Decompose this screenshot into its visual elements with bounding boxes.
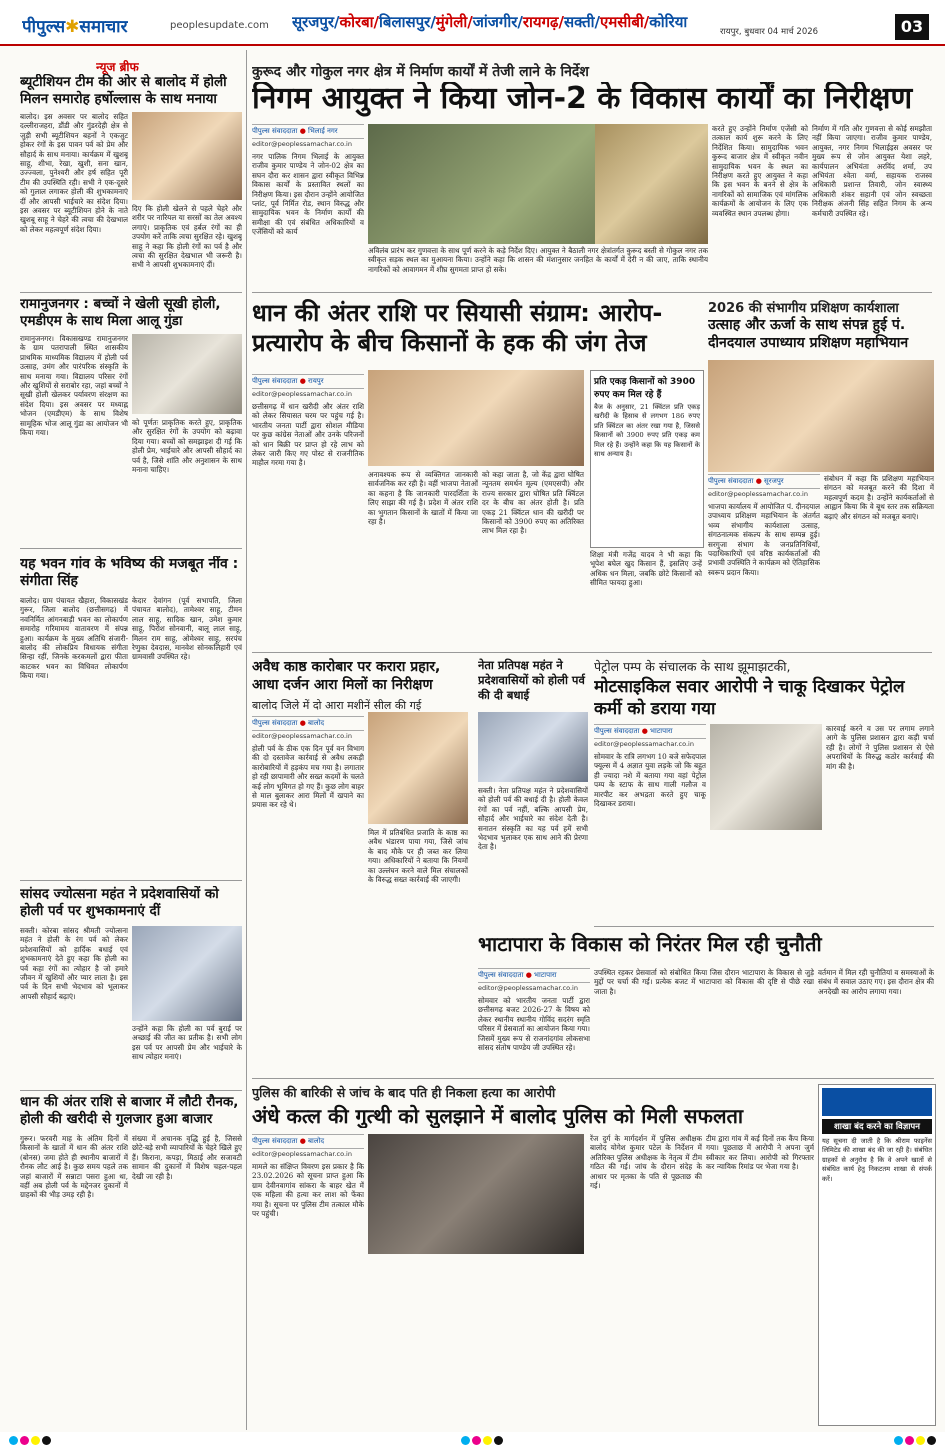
city-link[interactable]: एमसीबी/	[600, 13, 650, 31]
photo-school-children	[132, 334, 242, 414]
petrol-body-2: कारवाई करने व उस पर लगाम लगाने आगे के पुलिस प्रशासन द्वारा कड़ी चर्चा रही है। लोगों ने पुलिस प्रशासन से ऐसे अपराधियों के विरुद्ध कठोर कार्रवाई की मांग की है।	[826, 724, 934, 771]
photo-jyotsna-mahant	[132, 926, 242, 1021]
bhatapara-body-3: वर्तमान में मिल रही चुनौतियां व समस्याओं के संबंध में सवाल उठाए गए। इस दौरान क्षेत्र की अनदेखी का आरोप लगाया गया।	[818, 968, 934, 996]
lead-email[interactable]: editor@peoplessamachar.co.in	[252, 140, 352, 148]
site-url[interactable]: peoplesupdate.com	[170, 20, 269, 31]
neta-body: सक्ती। नेता प्रतिपक्ष महंत ने प्रदेशवासियों को होली पर्व की बधाई दी है। होली केवल रंगों का पर्व नहीं, बल्कि आपसी प्रेम, सौहार्द और भाईचारे का संदेश देती है। सनातन संस्कृति का यह पर्व हमें सभी भेदभाव भुलाकर एक साथ आने की प्रेरणा देता है।	[478, 786, 588, 852]
story-body-jyotsna: सक्ती। कोरबा सांसद श्रीमती ज्योत्सना महंत ने होली के रंग पर्व को लेकर प्रदेशवासियों को हार्दिक बधाई एवं शुभकामनाएं देते हुए कहा कि होली का पर्व कहा रंगों का त्योहार है जो हमारे जीवन में खुशियों और प्यार लाता है। इस पर्व के दिन सभी भेदभाव को भूलाकर आपसी सौहार्द बढ़ाएं।	[20, 926, 128, 1001]
petrol-byline: पीपुल्स संवाददाता ● भाटापारा	[594, 724, 706, 739]
shivir-headline[interactable]: उत्साह और ऊर्जा के साथ संपन्न हुई पं. दीनदयाल उपाध्याय प्रशिक्षण महाभियान	[708, 317, 909, 351]
print-registration-strip	[0, 1432, 945, 1445]
awaid-body-2: मिल में प्रतिबंधित प्रजाति के काष्ठ का अवैध भंडारण पाया गया, जिसे जांच के बाद मौके पर ही जब्त कर लिया गया। अधिकारियों ने बताया कि नियमों का उल्लंघन करने वाले मिल संचालकों के विरुद्ध सख्त कार्रवाई की जाएगी।	[368, 828, 468, 885]
lead-body-3: करते हुए उन्होंने निर्माण एजेंसी को तत्काल कार्य शुरू करने के लिए निर्देशित किया। सामुदायिक भवन कुरूद बाजार क्षेत्र में स्वीकृत नवीन सामुदायिक भवन के स्थल का निरीक्षण करते हुए आयुक्त ने कहा कि इस भवन के बनने से क्षेत्र के नागरिकों को सामाजिक एवं मांगलिक कार्यक्रमों के आयोजन के लिए एक व्यवस्थित स्थान उपलब्ध होगा।	[712, 124, 808, 218]
lead-byline: पीपुल्स संवाददाता ● भिलाई नगर	[252, 124, 364, 139]
divider	[594, 926, 934, 927]
shivir-body-2: संबोधन में कहा कि प्रशिक्षण महाभियान संगठन को मजबूत करने की दिशा में महत्वपूर्ण कदम है। उन्होंने कार्यकर्ताओं से आह्वान किया कि वे बूथ स्तर तक सक्रियता बढ़ाएं और संगठन को मजबूत बनाएं।	[824, 474, 934, 521]
story-title-market[interactable]: धान की अंतर राशि से बाजार में लौटी रौनक, होली की खरीदी से गुलजार हुआ बाजार	[20, 1094, 239, 1127]
neta-headline[interactable]: नेता प्रतिपक्ष महंत ने प्रदेशवासियों को होली पर्व की दी बधाई	[478, 658, 585, 702]
dateline: रायपुर, बुधवार 04 मार्च 2026	[720, 27, 819, 37]
petrol-kicker: पेट्रोल पम्प के संचालक के साथ झूमाझटकी,	[594, 659, 791, 674]
awaid-subhead: बालोद जिले में दो आरा मशीनें सील की गई	[252, 699, 422, 712]
city-link[interactable]: कोरिया	[649, 13, 688, 31]
dhan-headline[interactable]: धान की अंतर राशि पर सियासी संग्राम: आरोप-प्रत्यारोप के बीच किसानों के हक की जंग तेज	[252, 299, 663, 357]
city-link[interactable]: रायगढ़/	[522, 13, 564, 31]
murder-email[interactable]: editor@peoplessamachar.co.in	[252, 1150, 352, 1158]
story-body-market: गुरूर। फरवरी माह के अंतिम दिनों में किसानों के खातों में धान की अंतर राशि (बोनस) जमा होते ही स्थानीय बाजारों में रौनक लौट आई है। कुछ समय पहले तक जहां बाजारों में सन्नाटा पसरा हुआ था, वहीं अब होली पर्व के मद्देनजर दुकानों में ग्राहकों की भीड़ उमड़ रही है।	[20, 1134, 128, 1200]
shivir-body-1: भाजपा कार्यालय में आयोजित पं. दीनदयाल उपाध्याय प्रशिक्षण महाभियान के अंतर्गत भव्य संभागीय कार्यशाला उत्साह, संगठनात्मक संकल्प के साथ सम्पन्न हुई। सरगुजा संभाग के जनप्रतिनिधियों, पदाधिकारियों एवं वरिष्ठ कार्यकर्ताओं की प्रभावी उपस्थिति ने कार्यक्रम को ऐतिहासिक स्वरूप प्रदान किया।	[708, 502, 820, 577]
story-body-ramanujnagar: रामानुजनगर। विकासखण्ड रामानुजनगर के ग्राम पतरापाली स्थित शासकीय प्राथमिक माध्यमिक विद्यालय में होली पर्व उत्साह, उमंग और पारंपरिक संस्कृति के साथ मनाया गया। विद्यालय परिसर रंगों और खुशियों से सराबोर रहा, जहां बच्चों ने सूखी होली खेलकर पर्यावरण संरक्षण का संदेश दिया। इस अवसर पर मध्याह्न भोजन (एमडीएम) के साथ विशेष सामूहिक भोज आलू गुंडा का आयोजन भी किया गया।	[20, 334, 128, 438]
city-link[interactable]: बिलासपुर/	[379, 13, 436, 31]
dhan-email[interactable]: editor@peoplessamachar.co.in	[252, 390, 352, 398]
column-divider	[246, 50, 247, 1430]
lead-body-4: निर्माण में गति और गुणवत्ता से कोई समझौता नहीं किया जाएगा। राजीव कुमार पाण्डेय, आयुक्त, नगर निगम भिलाईइस अवसर पर मुख्य रूप से जोन आयुक्त येशा लहरे, कार्यपालन अभियंता अरविंद शर्मा, उप अभियंता श्वेता वर्मा, सहायक राजस्व अधिकारी प्रशान्त तिवारी, जोन स्वास्थ्य अधिकारी शंकर सहानी एवं जोन स्वच्छता निरीक्षक अंजनी सिंह सहित निगम के अन्य कर्मचारी उपस्थित रहे।	[812, 124, 932, 218]
awaid-body-1: होली पर्व के ठीक एक दिन पूर्व वन विभाग की दो दस्तावेज कार्रवाई से अवैध लकड़ी कारोबारियों में हड़कंप मच गया है। लगातार हो रही छापामारी और सख्त कदमों के चलते कई लोग भूमिगत हो गए हैं। कुछ लोग बाहर से माल बुलाकर आरा मिलों में खपाने का प्रयास कर रहे थे।	[252, 744, 364, 810]
photo-saw-mill	[368, 712, 468, 824]
bhatapara-headline[interactable]: भाटापारा के विकास को निरंतर मिल रही चुनौती	[478, 932, 822, 956]
photo-accused-police	[368, 1134, 584, 1254]
dhan-highlight-box	[590, 370, 704, 548]
awaid-email[interactable]: editor@peoplessamachar.co.in	[252, 732, 352, 740]
lead-kicker: कुरूद और गोकुल नगर क्षेत्र में निर्माण कार्यों में तेजी लाने के निर्देश	[252, 64, 589, 80]
dhan-body-4: शिक्षा मंत्री गजेंद्र यादव ने भी कहा कि भूपेश बघेल खुद किसान हैं, इसलिए उन्हें अधिक धन मिला, जबकि छोटे किसानों को सीमित फायदा हुआ।	[590, 550, 702, 588]
shivir-kicker: 2026 की संभागीय प्रशिक्षण कार्यशाला	[708, 301, 899, 316]
story-body-beautician: बालोद। इस अवसर पर बालोद सहित दल्लीराजहरा, डौंडी और गुंडरदेही क्षेत्र से जुड़ी सभी ब्यूटीशियन बहनों ने एकजुट होकर रंगों के इस पावन पर्व को प्रेम और सौहार्द के साथ मनाया। कार्यक्रम में खुशबू साहू, शीभा, रेखा, खुशी, सना खान, उज्ज्वला, पुनेश्वरी और हर्ष सहित पूरी टीम की उपस्थिति रही। सभी ने एक-दूसरे को गुलाल लगाकर होली की शुभकामनाएं दीं और आपसी भाईचारे का संदेश दिया। इस अवसर पर ब्यूटीशियन होने के नाते खुशबू साहू ने चेहरे की त्वचा की देखभाल को लेकर महत्वपूर्ण संदेश दिया।	[20, 112, 128, 234]
bhatapara-byline: पीपुल्स संवाददाता ● भाटापारा	[478, 968, 590, 983]
divider	[20, 880, 242, 881]
photo-workshop	[708, 360, 934, 472]
dhan-body-2: अनावश्यक रूप से व्यक्तिगत जानकारी सार्वजनिक कर रही है। वहीं भाजपा नेताओं का कहना है कि जानकारी पारदर्शिता के लिए साझा की गई है। प्रदेश में अंतर राशि का भुगतान किसानों के खातों में किया जा रहा है।	[368, 470, 478, 527]
bhatapara-body-1: सोमवार को भारतीय जनता पार्टी द्वारा छत्तीसगढ़ बजट 2026-27 के विषय को लेकर स्थानीय स्थानीय गोविंद सदरंग स्मृति परिसर में प्रेसवार्ता का आयोजन किया गया। जिसमें मुख्य रूप से राजनांदगांव लोकसभा सांसद संतोष पाण्डेय जी उपस्थित रहे।	[478, 996, 590, 1053]
divider	[252, 292, 932, 293]
story-body-beautician-cont: दिए कि होली खेलने से पहले चेहरे और शरीर पर नारियल या सरसों का तेल अवश्य लगाएं। प्राकृतिक एवं हर्बल रंगों का ही उपयोग करें ताकि त्वचा सुरक्षित रहे। खुशबू साहू ने कहा कि होली रंगों का पर्व है और त्वचा की सुरक्षित देखभाल भी जरूरी है। सभी ने आपसी शुभकामनाएं दीं।	[132, 204, 242, 270]
bhatapara-email[interactable]: editor@peoplessamachar.co.in	[478, 984, 578, 992]
photo-beauticians	[132, 112, 242, 200]
shivir-byline: पीपुल्स संवाददाता ● सूरजपुर	[708, 474, 820, 489]
divider	[252, 652, 932, 653]
divider	[20, 1090, 242, 1091]
murder-headline[interactable]: अंधे कत्ल की गुत्थी को सुलझाने में बालोद पुलिस को मिली सफलता	[252, 1104, 744, 1128]
murder-body-3: टीम द्वारा गांव में कई दिनों तक कैंप किया गया। पूछताछ में आरोपी ने अपना जुर्म स्वीकार कर लिया। आरोपी को गिरफ्तार कर न्यायिक रिमांड पर भेजा गया है।	[706, 1134, 814, 1172]
newspaper-logo[interactable]: पीपुल्स✱समाचार	[22, 17, 128, 37]
photo-charandas-mahant	[478, 712, 588, 782]
city-link[interactable]: कोरबा/	[339, 13, 380, 31]
murder-body-1: मामले का संक्षिप्त विवरण इस प्रकार है कि 23.02.2026 को सूचना प्राप्त हुआ कि ग्राम देवीनवागांव सांकरा के बाहर खेत में एक महिला की हत्या कर लाश को फेंका गया है। सूचना पर पुलिस टीम तत्काल मौके पर पहुंची।	[252, 1162, 364, 1219]
photo-site-visit	[595, 124, 708, 244]
story-title-beautician[interactable]: ब्यूटीशियन टीम की ओर से बालोद में होली मिलन समारोह हर्षोल्लास के साथ मनाया	[20, 74, 227, 107]
lead-body-1: नगर पालिक निगम भिलाई के आयुक्त राजीव कुमार पाण्डेय ने जोन-02 क्षेत्र का सघन दौरा कर शासन द्वारा स्वीकृत विभिन्न विकास कार्यों के प्रस्तावित स्थलों का निरीक्षण किया। इस दौरान उन्होंने आयोजित प्लांट, पूर्व निर्मित रोड, स्थान विरुद्ध और सामुदायिक भवन के निर्माण कार्यों की समीक्षा की एवं संबंधित अधिकारियों व एजेंसियों को कार्य	[252, 152, 364, 237]
divider	[252, 1078, 934, 1079]
dhan-byline: पीपुल्स संवाददाता ● रायपुर	[252, 374, 364, 389]
bhatapara-body-2: उपस्थित रहकर प्रेसवार्ता को संबोधित किया जिस दौरान भाटापारा के विकास से जुड़े मुद्दों पर चर्चा की गई। प्रत्येक बजट में भाटापारा को विकास की दृष्टि से पीछे रखा जाता है।	[594, 968, 814, 996]
murder-body-2: रेंज दुर्ग के मार्गदर्शन में पुलिस अधीक्षक बालोद योगेश कुमार पटेल के निर्देशन में अतिरिक्त पुलिस अधीक्षक के नेतृत्व में टीम गठित की गई। जांच के दौरान संदेह के आधार पर मृतका के पति से पूछताछ की गई।	[590, 1134, 702, 1191]
dhan-body-3: को कहा जाता है, जो केंद्र द्वारा घोषित न्यूनतम समर्थन मूल्य (एमएसपी) और राज्य सरकार द्वारा घोषित प्रति क्विंटल दर के बीच का अंतर होती है। प्रति एकड़ 21 क्विंटल धान की खरीदी पर किसानों को 3900 रुपए का अतिरिक्त लाभ मिल रहा है।	[482, 470, 584, 536]
classified-ad[interactable]	[818, 1084, 936, 1426]
divider	[20, 548, 242, 549]
photo-cctv-petrol-pump	[710, 724, 822, 830]
murder-kicker: पुलिस की बारिकी से जांच के बाद पति ही निकला हत्या का आरोपी	[252, 1085, 556, 1100]
lead-headline[interactable]: निगम आयुक्त ने किया जोन-2 के विकास कार्यों का निरीक्षण	[252, 82, 913, 116]
divider	[20, 292, 242, 293]
story-body-market-cont: संख्या में अचानक वृद्धि हुई है, जिससे छोटे-बड़े सभी व्यापारियों के चेहरे खिले हुए हैं। किराना, कपड़ा, मिठाई और सजावटी सामान की दुकानों में विशेष चहल-पहल देखी जा रही है।	[132, 1134, 242, 1181]
story-title-sangeeta-sinha[interactable]: यह भवन गांव के भविष्य की मजबूत नींव : संगीता सिंह	[20, 556, 239, 589]
city-link[interactable]: जांजगीर/	[472, 13, 523, 31]
ad-banner	[822, 1088, 932, 1116]
city-list	[292, 12, 712, 38]
news-brief-label: न्यूज ब्रीफ	[96, 60, 139, 74]
petrol-headline[interactable]: मोटसाइकिल सवार आरोपी ने चाकू दिखाकर पेट्रोल कर्मी को डराया गया	[594, 677, 905, 719]
lead-body-2: अविलंब प्रारंभ कर गुणवत्ता के साथ पूर्ण करने के कड़े निर्देश दिए। आयुक्त ने बैठाली नगर क्षेत्रांतर्गत कुरूद बस्ती से गोकुल नगर तक स्वीकृत सड़क स्थल का मुआयना किया। उन्होंने कहा कि शासन की मंशानुसार जनहित के कार्यों में देरी न की जाए, ताकि स्थानीय नागरिकों को आवागमन में शीघ्र सुगमता प्राप्त हो सके।	[368, 246, 708, 274]
dhan-box-body: बैज के अनुसार, 21 क्विंटल प्रति एकड़ खरीदी के हिसाब से लगभग 186 रुपए प्रति क्विंटल का अंतर रखा गया है, जिससे किसानों को 3900 रुपए प्रति एकड़ कम मिल रहे हैं। उन्होंने कहा कि यह किसानों के साथ अन्याय है।	[594, 403, 700, 459]
story-title-ramanujnagar[interactable]: रामानुजनगर : बच्चों ने खेली सूखी होली, एमडीएम के साथ मिला आलू गुंडा	[20, 296, 221, 329]
city-link[interactable]: सूरजपुर/	[292, 13, 340, 31]
story-body-anganbadi: बालोद। ग्राम पंचायत खैहारा, विकासखंड गुरूर, जिला बालोद (छत्तीसगढ़) में नवनिर्मित आंगनबाड़ी भवन का लोकार्पण समारोह गरिमामय वातावरण में संपन्न हुआ। कार्यक्रम के मुख्य अतिथि संजारी-बालोद की लोकप्रिय विधायक संगीता सिन्हा रहीं, जिनके करकमलों द्वारा फीता काटकर भवन का विधिवत लोकार्पण किया गया।	[20, 596, 128, 681]
story-title-jyotsna-mahant[interactable]: सांसद ज्योत्सना महंत ने प्रदेशवासियों को होली पर्व पर शुभकामनाएं दीं	[20, 886, 219, 919]
city-link[interactable]: मुंगेली/	[435, 13, 473, 31]
murder-byline: पीपुल्स संवाददाता ● बालोद	[252, 1134, 364, 1149]
story-body-anganbadi-cont: केदार देवांगन (पूर्व सभापति, जिला पंचायत बालोद), तामेश्वर साहू, टीमन लाल साहू, सादिक खान, उमेश कुमार साहू, पिरोश सोनवानी, बालू लाल साहू, मिलन राम साहू, ओमेश्वर साहू, सरपंच रेणुका देवदास, मानवेश सोनकलिहारी एवं ग्रामवासी उपस्थित रहे।	[132, 596, 242, 662]
city-link[interactable]: सक्ती/	[563, 13, 601, 31]
petrol-email[interactable]: editor@peoplessamachar.co.in	[594, 740, 694, 748]
dhan-body-1: छत्तीसगढ़ में धान खरीदी और अंतर राशि को लेकर सियासत चरम पर पहुंच गई है। भारतीय जनता पार्टी द्वारा सोशल मीडिया पर कुछ कांग्रेस नेताओं और उनके परिजनों को धान बिक्री पर प्राप्त हो रहे लाभ को लेकर जारी किए गए पोस्ट से राजनीतिक माहौल गरमा गया है।	[252, 402, 364, 468]
dhan-box-title: प्रति एकड़ किसानों को 3900 रुपए कम मिल रहे हैं	[594, 377, 696, 400]
petrol-body-1: सोमवार के रात्रि लगभग 10 बजे सफेदपाल फ्यूल्स में 4 अज्ञात युवा लड़के जो कि बहुत ही ज्यादा नशे में बताया गया वहां पेट्रोल पम्प के स्टाफ के साथ गाली गलौज व मारपीट कर अभद्रता करते हुए चाकू दिखाकर डराया।	[594, 752, 706, 809]
story-body-jyotsna-cont: उन्होंने कहा कि होली का पर्व बुराई पर अच्छाई की जीत का प्रतीक है। सभी लोग इस पर्व पर आपसी प्रेम और भाईचारे के साथ त्योहार मनाएं।	[132, 1024, 242, 1062]
awaid-headline[interactable]: अवैध काष्ठ कारोबार पर करारा प्रहार, आधा दर्जन आरा मिलों का निरीक्षण	[252, 659, 441, 693]
ad-title: शाखा बंद करने का विज्ञापन	[822, 1119, 932, 1134]
ad-body: यह सूचना दी जाती है कि श्रीराम फाइनेंस लिमिटेड की शाखा बंद की जा रही है। संबंधित ग्राहकों से अनुरोध है कि वे अपने खातों से संबंधित कार्य हेतु निकटतम शाखा से संपर्क करें।	[822, 1137, 932, 1183]
shivir-email[interactable]: editor@peoplessamachar.co.in	[708, 490, 808, 498]
story-body-ramanujnagar-cont: को पूर्णतः प्राकृतिक करते हुए, प्राकृतिक और सुरक्षित रंगों के उपयोग को बढ़ावा दिया गया। बच्चों को समझाइश दी गई कि होली प्रेम, भाईचारे और आपसी सौहार्द का पर्व है, जिसे शांति और अनुशासन के साथ मनाना चाहिए।	[132, 418, 242, 475]
awaid-byline: पीपुल्स संवाददाता ● बालोद	[252, 716, 364, 731]
photo-paddy-procurement	[368, 370, 584, 466]
page-number: 03	[895, 14, 929, 40]
